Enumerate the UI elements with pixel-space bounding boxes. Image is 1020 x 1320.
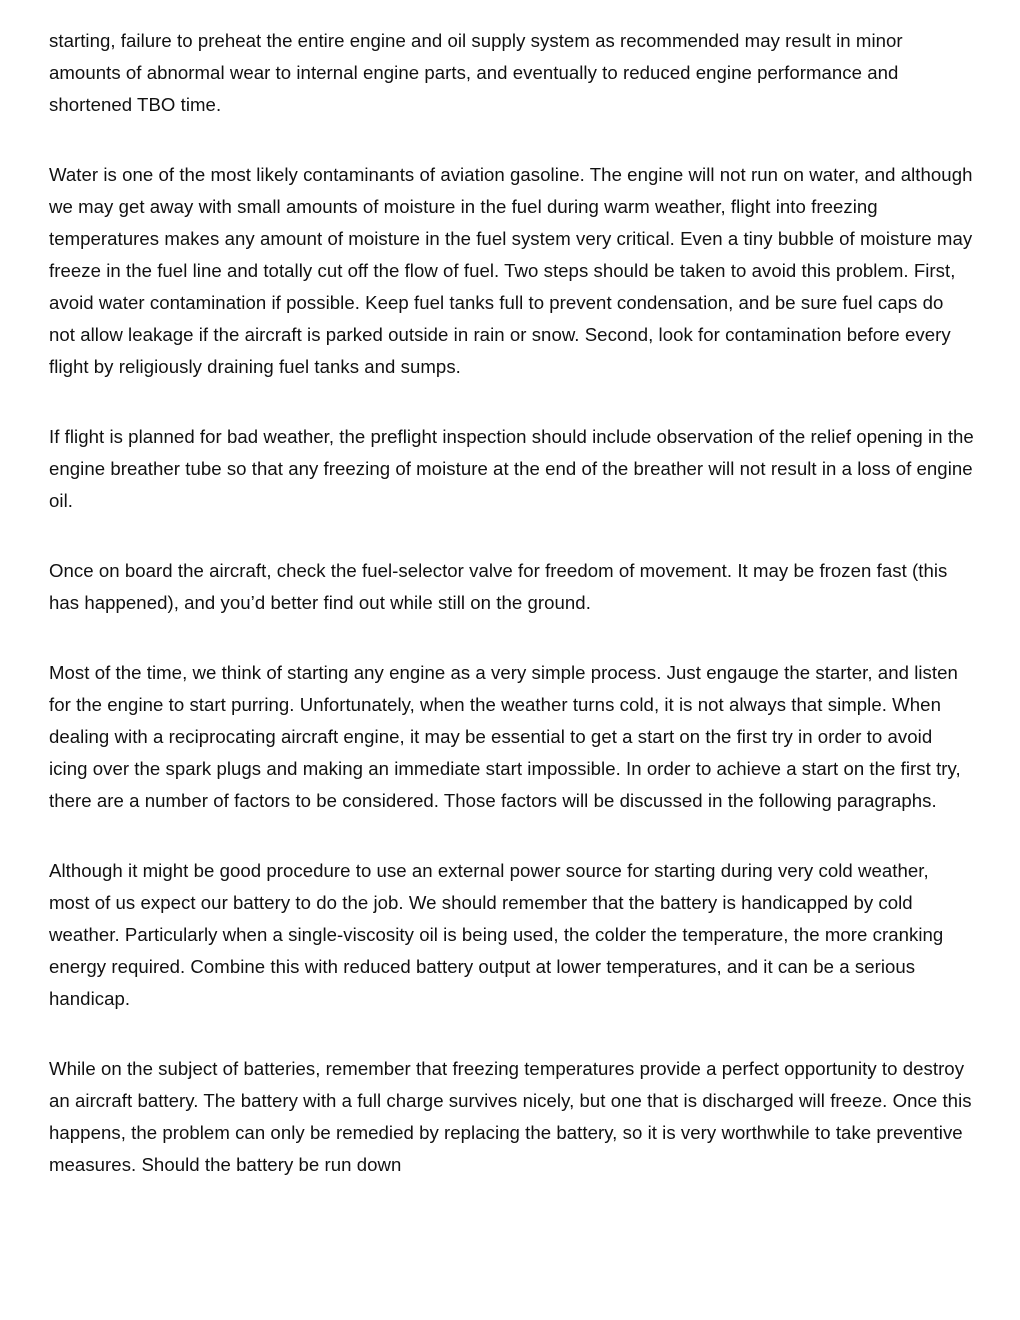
paragraph-starting-engine: Most of the time, we think of starting any engine as a very simple process. Just engauge the starter, and listen for the engine to start purring. Unfortunately, when the weather turns cold, it is not always that simple. When dealing with a reciprocating aircraft engine, it may be essential to get a start on the first try in order to avoid icing over the spark plugs and making an immediate start impossible. In order to achieve a start on the first try, there are a number of factors to be considered. Those factors will be discussed in the following paragraphs. bbox=[49, 662, 961, 811]
paragraph-fuel-selector: Once on board the aircraft, check the fuel-selector valve for freedom of movement. It may be frozen fast (this has happened), and you’d better find out while still on the ground. bbox=[49, 560, 948, 613]
paragraph-preheat-continued: starting, failure to preheat the entire engine and oil supply system as recommended may result in minor amounts of abnormal wear to internal engine parts, and eventually to reduced engine performance and shortened TBO time. bbox=[49, 30, 903, 115]
paragraph-battery-freezing: While on the subject of batteries, remember that freezing temperatures provide a perfect opportunity to destroy an aircraft battery. The battery with a full charge survives nicely, but one that is discharged will freeze. Once this happens, the problem can only be remedied by replacing the battery, so it is very worthwhile to take preventive measures. Should the battery be run down bbox=[49, 1058, 972, 1175]
body-text bbox=[49, 25, 974, 1219]
paragraph-breather-tube: If flight is planned for bad weather, the preflight inspection should include observation of the relief opening in the engine breather tube so that any freezing of moisture at the end of the breather will not result in a loss of engine oil. bbox=[49, 426, 974, 511]
paragraph-battery-cold: Although it might be good procedure to use an external power source for starting during very cold weather, most of us expect our battery to do the job. We should remember that the battery is handicapped by cold weather. Particularly when a single-viscosity oil is being used, the colder the temperature, the more cranking energy required. Combine this with reduced battery output at lower temperatures, and it can be a serious handicap. bbox=[49, 860, 944, 1009]
paragraph-water-contamination: Water is one of the most likely contaminants of aviation gasoline. The engine will not run on water, and although we may get away with small amounts of moisture in the fuel during warm weather, flight into freezing temperatures makes any amount of moisture in the fuel system very critical. Even a tiny bubble of moisture may freeze in the fuel line and totally cut off the flow of fuel. Two steps should be taken to avoid this problem. First, avoid water contamination if possible. Keep fuel tanks full to prevent condensation, and be sure fuel caps do not allow leakage if the aircraft is parked outside in rain or snow. Second, look for contamination before every flight by religiously draining fuel tanks and sumps. bbox=[49, 164, 973, 377]
